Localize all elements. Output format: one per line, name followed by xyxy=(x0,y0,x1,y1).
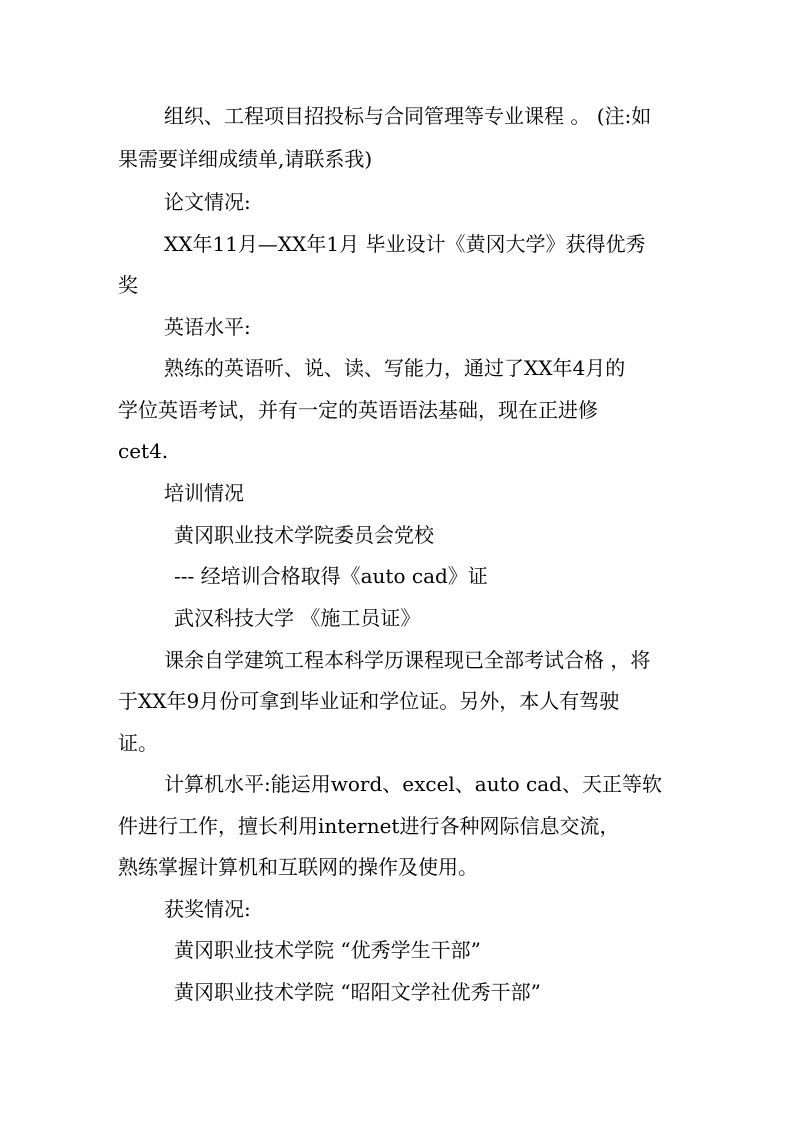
section-heading-training: 培训情况 xyxy=(164,481,244,505)
text-line: 奖 xyxy=(118,273,138,297)
training-item: 武汉科技大学 《施工员证》 xyxy=(174,606,421,630)
text-line: 计算机水平:能运用word、excel、auto cad、天正等软 xyxy=(164,772,662,796)
text-line: 熟练掌握计算机和互联网的操作及使用。 xyxy=(118,855,478,879)
text-line: 熟练的英语听、说、读、写能力，通过了XX年4月的 xyxy=(164,356,626,380)
text-line: XX年11月—XX年1月 毕业设计《黄冈大学》获得优秀 xyxy=(164,232,646,256)
text-line: 果需要详细成绩单,请联系我) xyxy=(118,147,373,171)
award-item: 黄冈职业技术学院 “昭阳文学社优秀干部” xyxy=(174,980,541,1004)
text-line: cet4. xyxy=(118,439,169,463)
text-line: 件进行工作，擅长利用internet进行各种网际信息交流， xyxy=(118,814,620,838)
section-heading-awards: 获奖情况: xyxy=(164,897,251,921)
text-line: 课余自学建筑工程本科学历课程现已全部考试合格 ，将 xyxy=(164,648,651,672)
text-line: 于XX年9月份可拿到毕业证和学位证。另外，本人有驾驶 xyxy=(118,689,620,713)
award-item: 黄冈职业技术学院 “优秀学生干部” xyxy=(174,938,481,962)
section-heading-thesis: 论文情况: xyxy=(164,190,251,214)
text-line: 组织、工程项目招投标与合同管理等专业课程 。 (注:如 xyxy=(164,104,652,128)
training-item: --- 经培训合格取得《auto cad》证 xyxy=(174,564,488,588)
section-heading-english: 英语水平: xyxy=(164,315,251,339)
text-line: 学位英语考试，并有一定的英语语法基础，现在正进修 xyxy=(118,398,598,422)
training-item: 黄冈职业技术学院委员会党校 xyxy=(174,523,434,547)
text-line: 证。 xyxy=(118,731,158,755)
